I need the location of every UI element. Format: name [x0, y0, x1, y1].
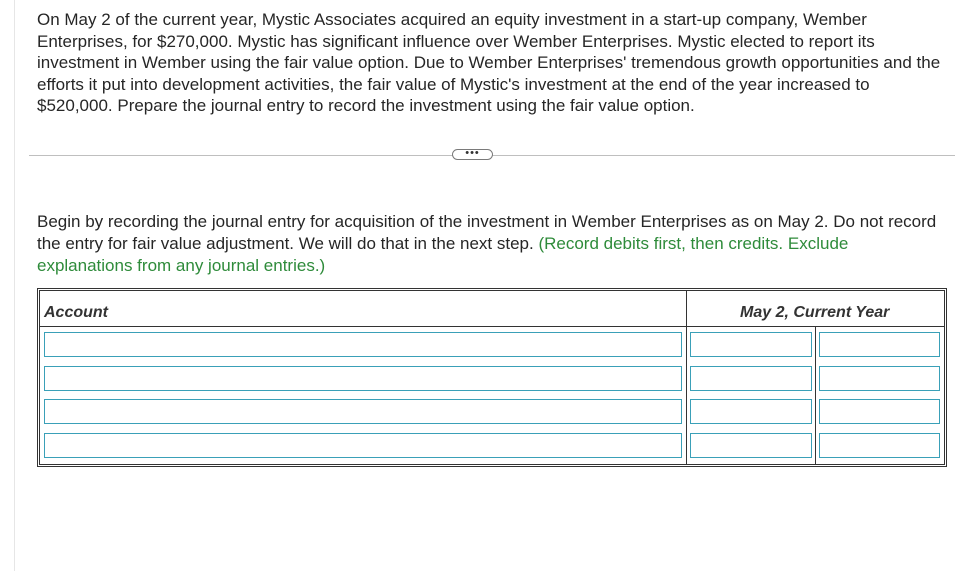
debit-credit-divider	[815, 326, 816, 464]
credit-input-3[interactable]	[819, 399, 940, 424]
instructions	[37, 211, 942, 277]
credit-input-4[interactable]	[819, 433, 940, 458]
instructions-hint: (Record debits first, then credits. Exclude explanations from any journal entries.)	[37, 234, 849, 275]
account-input-1[interactable]	[44, 332, 682, 357]
header-bottom-rule	[40, 326, 944, 327]
left-margin-rule	[14, 0, 15, 571]
ellipsis-icon: •••	[465, 146, 480, 159]
debit-input-2[interactable]	[690, 366, 812, 391]
account-input-3[interactable]	[44, 399, 682, 424]
account-input-2[interactable]	[44, 366, 682, 391]
debit-input-3[interactable]	[690, 399, 812, 424]
expand-more-button[interactable]	[452, 146, 493, 160]
debit-input-4[interactable]	[690, 433, 812, 458]
date-column-header: May 2, Current Year	[740, 304, 890, 321]
credit-input-1[interactable]	[819, 332, 940, 357]
credit-input-2[interactable]	[819, 366, 940, 391]
problem-statement: On May 2 of the current year, Mystic Associates acquired an equity investment in a start-up company, Wember Enterprises, for $270,000. Mystic has significant influence over Wember Enterprises. Mystic elected to report its investment in Wember using the fair value option. Due to Wember Enterprises' tremendous growth opportunities and the efforts it put into development activities, the fair value of Mystic's investment at the end of the year increased to $520,000. Prepare the journal entry to record the investment using the fair value option.	[37, 10, 941, 115]
journal-entry-table	[37, 288, 947, 467]
debit-input-1[interactable]	[690, 332, 812, 357]
account-column-header: Account	[44, 304, 108, 321]
instructions-text: Begin by recording the journal entry for acquisition of the investment in Wember Enterprises as on May 2. Do not record the entry for fair value adjustment. We will do that in the next step.	[37, 212, 937, 253]
account-input-4[interactable]	[44, 433, 682, 458]
account-column-divider	[686, 291, 687, 464]
